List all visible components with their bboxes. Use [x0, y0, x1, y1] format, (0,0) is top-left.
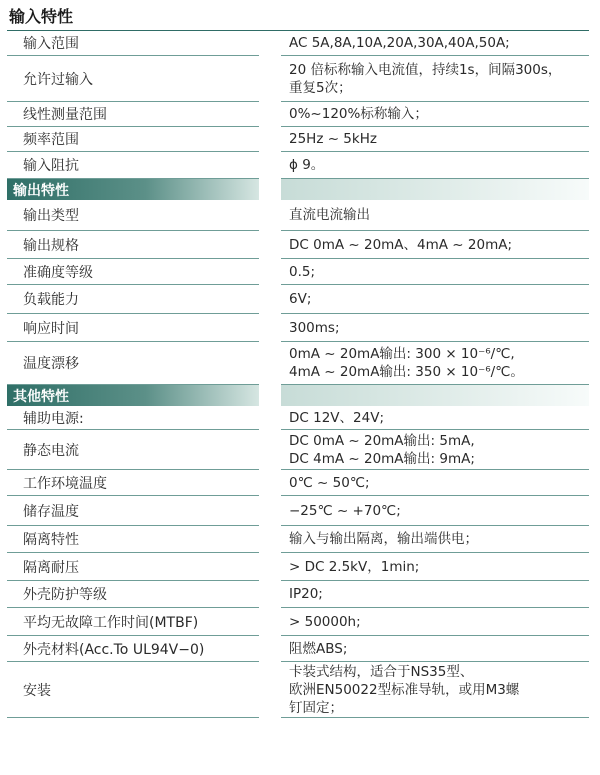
spec-table: [7, 0, 589, 718]
spec-label: 允许过输入: [7, 56, 259, 102]
spec-row: [7, 56, 589, 102]
spec-value-lines: [289, 530, 478, 548]
column-gap: [259, 200, 281, 231]
spec-row: [7, 430, 589, 470]
spec-value-line: IP20;: [289, 586, 323, 602]
spec-value: [281, 496, 589, 526]
spec-row: [7, 285, 589, 314]
spec-value-line: 0mA ~ 20mA输出: 300 × 10⁻⁶/℃,: [289, 346, 515, 362]
column-gap: [259, 56, 281, 102]
spec-label: 外壳防护等级: [7, 581, 259, 608]
spec-value-lines: [289, 409, 384, 427]
column-gap: [259, 102, 281, 127]
spec-value: [281, 526, 589, 553]
spec-label: 响应时间: [7, 314, 259, 342]
spec-row: [7, 31, 589, 56]
spec-value-line: DC 0mA ~ 20mA、4mA ~ 20mA;: [289, 236, 513, 253]
column-gap: [259, 470, 281, 496]
column-gap: [259, 152, 281, 179]
spec-row: [7, 127, 589, 152]
spec-value-lines: [289, 61, 561, 97]
spec-value-line: 0%~120%标称输入；: [289, 106, 428, 122]
spec-value-line: DC 4mA ~ 20mA输出: 9mA;: [289, 450, 475, 467]
spec-value: [281, 231, 589, 259]
spec-row: [7, 470, 589, 496]
column-gap: [259, 526, 281, 553]
spec-value-lines: [289, 502, 401, 520]
spec-label: 输入阻抗: [7, 152, 259, 179]
spec-value: [281, 31, 589, 56]
spec-value: [281, 662, 589, 718]
spec-value: [281, 152, 589, 179]
spec-value-lines: [289, 156, 324, 174]
column-gap: [259, 430, 281, 470]
spec-value-line: 钉固定；: [289, 699, 343, 716]
spec-label: 隔离耐压: [7, 553, 259, 581]
spec-value-line: 0.5;: [289, 263, 316, 280]
spec-value-lines: [289, 558, 419, 576]
spec-row: [7, 496, 589, 526]
column-gap: [259, 406, 281, 430]
spec-label: 平均无故障工作时间(MTBF): [7, 608, 259, 636]
spec-value-lines: [289, 663, 519, 717]
spec-value-line: 6V;: [289, 291, 312, 307]
spec-value-line: 欧洲EN50022型标准导轨，或用M3螺: [289, 681, 520, 698]
spec-value: [281, 200, 589, 231]
column-gap: [259, 342, 281, 385]
spec-label: 输入范围: [7, 31, 259, 56]
spec-row: [7, 608, 589, 636]
spec-value: [281, 553, 589, 581]
spec-value: [281, 470, 589, 496]
column-gap: [259, 285, 281, 314]
section-bar: [281, 385, 589, 406]
spec-value-lines: [289, 474, 370, 492]
spec-value: [281, 636, 589, 662]
spec-row: [7, 662, 589, 718]
spec-label: 频率范围: [7, 127, 259, 152]
spec-value-lines: [289, 206, 370, 224]
spec-value: [281, 285, 589, 314]
spec-value-line: DC 0mA ~ 20mA输出: 5mA,: [289, 432, 475, 449]
column-gap: [259, 231, 281, 259]
spec-value-line: 重复5次；: [289, 79, 352, 96]
spec-value-lines: [289, 585, 323, 603]
spec-value-lines: [289, 130, 377, 148]
spec-row: [7, 314, 589, 342]
section-gap: [259, 179, 281, 200]
spec-value: [281, 56, 589, 102]
column-gap: [259, 581, 281, 608]
spec-value-line: 20 倍标称输入电流值，持续1s，间隔300s，: [289, 61, 562, 78]
spec-value-lines: [289, 290, 311, 308]
section-header-output: [7, 179, 589, 200]
column-gap: [259, 553, 281, 581]
spec-value-line: DC 12V、24V;: [289, 409, 384, 426]
spec-value-lines: [289, 105, 428, 123]
spec-label: 线性测量范围: [7, 102, 259, 127]
spec-value-line: 输入与输出隔离，输出端供电；: [289, 531, 478, 547]
spec-row: [7, 200, 589, 231]
spec-value-lines: [289, 432, 475, 468]
spec-value-lines: [289, 319, 340, 337]
spec-value-line: ϕ 9。: [289, 157, 325, 173]
spec-label: 外壳材料(Acc.To UL94V−0): [7, 636, 259, 662]
spec-value: [281, 406, 589, 430]
spec-value: [281, 581, 589, 608]
column-gap: [259, 636, 281, 662]
spec-value: [281, 342, 589, 385]
spec-value-line: 25Hz ~ 5kHz: [289, 131, 377, 147]
spec-value-lines: [289, 640, 347, 658]
spec-value: [281, 102, 589, 127]
spec-row: [7, 342, 589, 385]
spec-label: 准确度等级: [7, 259, 259, 285]
spec-label: 工作环境温度: [7, 470, 259, 496]
spec-value-line: 阻燃ABS;: [289, 640, 348, 657]
page-title: 输入特性: [7, 0, 589, 31]
column-gap: [259, 31, 281, 56]
spec-table-body: [7, 31, 589, 718]
spec-value-line: 300ms;: [289, 319, 340, 336]
column-gap: [259, 314, 281, 342]
column-gap: [259, 259, 281, 285]
spec-value: [281, 314, 589, 342]
spec-value-line: AC 5A,8A,10A,20A,30A,40A,50A;: [289, 35, 510, 51]
spec-label: 静态电流: [7, 430, 259, 470]
spec-value-line: 卡装式结构，适合于NS35型、: [289, 663, 474, 680]
section-bar: [281, 179, 589, 200]
spec-row: [7, 406, 589, 430]
spec-label: 安装: [7, 662, 259, 718]
spec-value: [281, 259, 589, 285]
column-gap: [259, 127, 281, 152]
spec-row: [7, 581, 589, 608]
section-title: 其他特性: [7, 385, 259, 406]
spec-row: [7, 526, 589, 553]
spec-value-line: > DC 2.5kV，1min;: [289, 558, 420, 575]
spec-row: [7, 102, 589, 127]
column-gap: [259, 608, 281, 636]
spec-value-lines: [289, 345, 524, 381]
spec-row: [7, 259, 589, 285]
spec-value-line: −25℃ ~ +70℃;: [289, 502, 401, 519]
spec-label: 储存温度: [7, 496, 259, 526]
column-gap: [259, 662, 281, 718]
spec-label: 隔离特性: [7, 526, 259, 553]
spec-value-lines: [289, 613, 361, 631]
spec-value: [281, 430, 589, 470]
spec-label: 输出类型: [7, 200, 259, 231]
spec-value-lines: [289, 236, 512, 254]
section-gap: [259, 385, 281, 406]
spec-value: [281, 127, 589, 152]
spec-row: [7, 152, 589, 179]
section-title: 输出特性: [7, 179, 259, 200]
spec-row: [7, 231, 589, 259]
section-header-other: [7, 385, 589, 406]
spec-value-line: 4mA ~ 20mA输出: 350 × 10⁻⁶/℃。: [289, 364, 524, 380]
spec-row: [7, 636, 589, 662]
column-gap: [259, 496, 281, 526]
spec-row: [7, 553, 589, 581]
spec-label: 辅助电源:: [7, 406, 259, 430]
spec-value-line: > 50000h;: [289, 613, 361, 630]
spec-value: [281, 608, 589, 636]
spec-value-line: 0℃ ~ 50℃;: [289, 474, 370, 491]
spec-label: 温度漂移: [7, 342, 259, 385]
spec-label: 负载能力: [7, 285, 259, 314]
spec-value-lines: [289, 263, 315, 281]
spec-label: 输出规格: [7, 231, 259, 259]
spec-value-lines: [289, 34, 510, 52]
spec-value-line: 直流电流输出: [289, 207, 370, 223]
